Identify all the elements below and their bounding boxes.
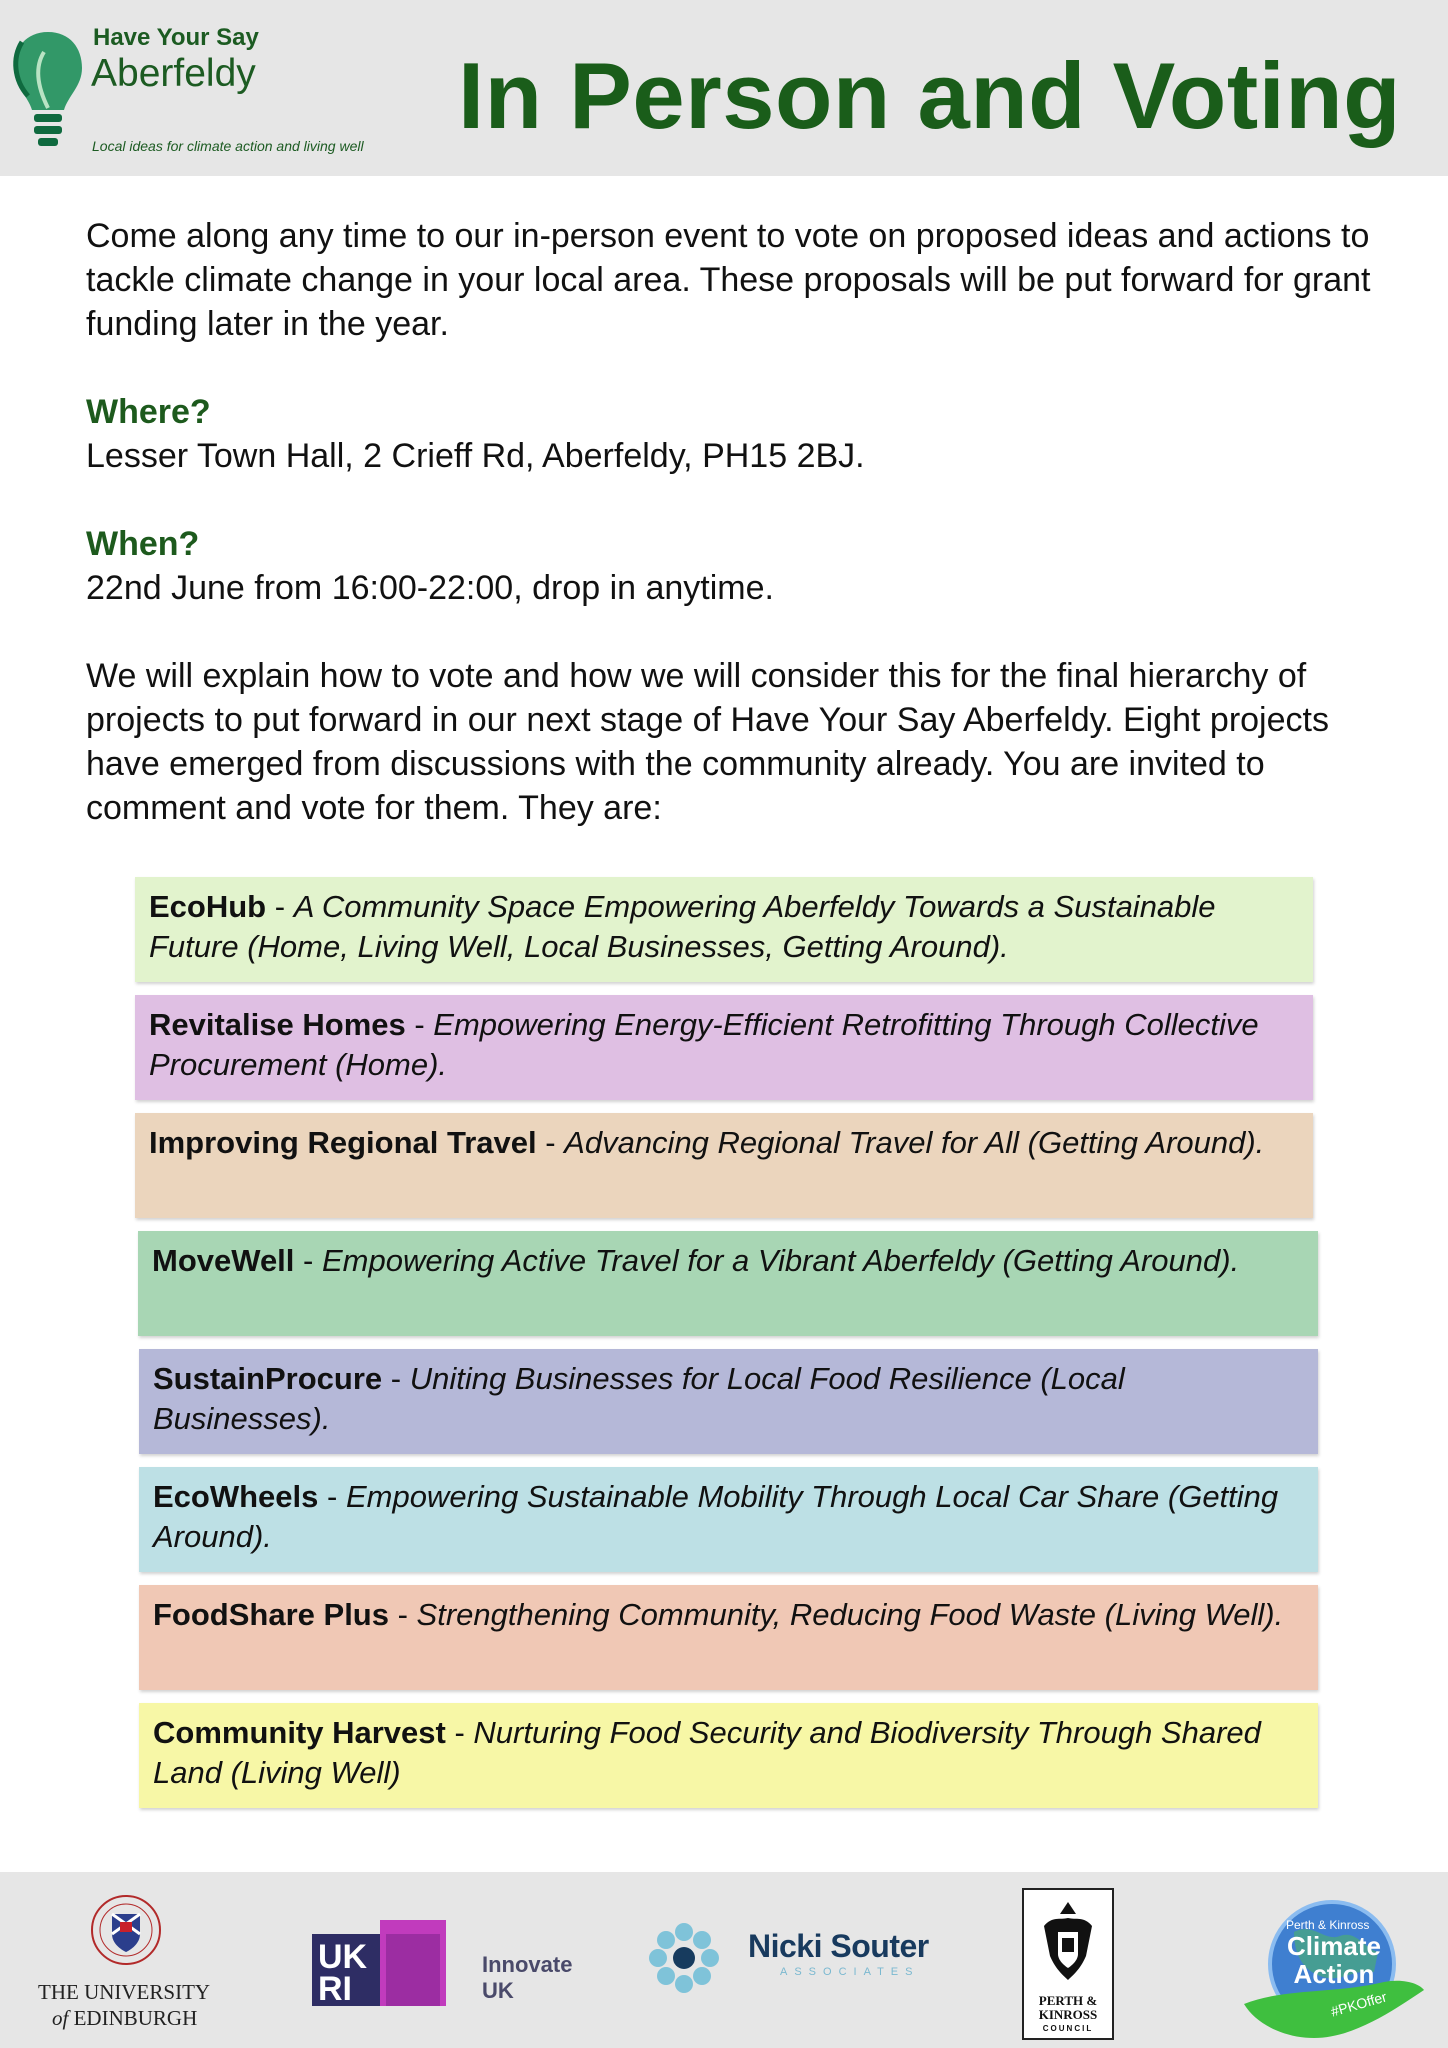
pk-name	[1024, 1994, 1112, 2022]
project-description: Empowering Sustainable Mobility Through Local Car Share (Getting Around).	[153, 1479, 1279, 1554]
header-banner	[0, 0, 1448, 176]
main-content	[86, 214, 1396, 830]
perth-kinross-crest-icon	[1032, 1896, 1104, 1992]
project-name: Improving Regional Travel	[149, 1125, 537, 1160]
project-name: EcoWheels	[153, 1479, 319, 1514]
project-card-movewell	[138, 1231, 1318, 1336]
climate-action-title: Climate Action	[1287, 1931, 1381, 1989]
project-name: MoveWell	[152, 1243, 295, 1278]
project-description: Uniting Businesses for Local Food Resilience (Local Businesses).	[153, 1361, 1125, 1436]
project-name: FoodShare Plus	[153, 1597, 389, 1632]
project-name: EcoHub	[149, 889, 267, 924]
pk-line-2: KINROSS	[1038, 2007, 1098, 2022]
nicki-souter-sub: ASSOCIATES	[780, 1966, 920, 1978]
project-separator: -	[294, 1243, 322, 1278]
project-description: Strengthening Community, Reducing Food Waste (Living Well).	[416, 1597, 1284, 1632]
project-name: Community Harvest	[153, 1715, 446, 1750]
project-separator: -	[266, 889, 294, 924]
project-separator: -	[388, 1597, 417, 1632]
project-card-ecowheels	[139, 1467, 1318, 1572]
project-name: Revitalise Homes	[149, 1007, 406, 1042]
innovate-line-1: Innovate	[482, 1952, 573, 1977]
project-card-foodshare-plus	[139, 1585, 1318, 1690]
project-description: Advancing Regional Travel for All (Getting Around).	[564, 1125, 1265, 1160]
brand-tagline: Local ideas for climate action and living well	[92, 138, 364, 154]
project-description: Empowering Active Travel for a Vibrant Aberfeldy (Getting Around).	[321, 1243, 1240, 1278]
project-separator: -	[445, 1715, 474, 1750]
where-text: Lesser Town Hall, 2 Crieff Rd, Aberfeldy, PH15 2BJ.	[86, 437, 865, 475]
ukri-logo-icon	[312, 1920, 474, 2006]
project-card-ecohub	[135, 877, 1313, 982]
nicki-souter-logo-icon	[642, 1916, 726, 2000]
svg-text:UK: UK	[318, 1938, 368, 1976]
project-separator: -	[536, 1125, 565, 1160]
project-description: A Community Space Empowering Aberfeldy Towards a Sustainable Future (Home, Living Well, Local Businesses, Getting Around).	[149, 889, 1216, 964]
uoe-edinburgh: EDINBURGH	[73, 2006, 198, 2030]
project-separator: -	[318, 1479, 346, 1514]
pk-line-3: COUNCIL	[1042, 2024, 1094, 2033]
project-card-improving-regional-travel	[135, 1113, 1313, 1218]
climate-action-hashtag: #PKOffer	[1328, 1988, 1389, 2020]
intro-paragraph: Come along any time to our in-person event to vote on proposed ideas and actions to tackle climate change in your local area. These proposals will be put forward for grant funding later in the year.	[86, 217, 1371, 343]
innovate-line-2: UK	[482, 1978, 514, 2003]
page-title: In Person and Voting	[458, 43, 1402, 148]
project-card-sustainprocure	[139, 1349, 1318, 1454]
project-name: SustainProcure	[153, 1361, 383, 1396]
project-separator: -	[405, 1007, 434, 1042]
explain-paragraph: We will explain how to vote and how we will consider this for the final hierarchy of projects to put forward in our next stage of Have Your Say Aberfeldy. Eight projects have emerged from discussions with the community already. You are invited to comment and vote for them. They are:	[86, 657, 1329, 827]
uoe-name-line-2	[52, 2006, 197, 2031]
nicki-souter-name: Nicki Souter	[748, 1928, 929, 1964]
svg-text:RI: RI	[318, 1970, 352, 2006]
uoe-of: of	[52, 2006, 69, 2030]
when-text: 22nd June from 16:00-22:00, drop in anytime.	[86, 569, 774, 607]
perth-kinross-council-logo	[1022, 1888, 1114, 2040]
innovate-uk-label	[482, 1952, 572, 2004]
project-description: Nurturing Food Security and Biodiversity Through Shared Land (Living Well)	[153, 1715, 1261, 1790]
footer-logos	[0, 1872, 1448, 2048]
when-heading: When?	[86, 525, 200, 563]
lightbulb-icon	[8, 18, 88, 158]
project-separator: -	[382, 1361, 410, 1396]
brand-line-1: Have Your Say	[93, 24, 259, 51]
university-of-edinburgh-crest-icon	[90, 1892, 162, 1974]
climate-action-region: Perth & Kinross	[1286, 1918, 1370, 1932]
uoe-name-line-1: THE UNIVERSITY	[38, 1980, 211, 2004]
project-card-revitalise-homes	[135, 995, 1313, 1100]
brand-line-2: Aberfeldy	[91, 52, 256, 95]
project-description: Empowering Energy-Efficient Retrofitting Through Collective Procurement (Home).	[149, 1007, 1259, 1082]
where-heading: Where?	[86, 393, 211, 431]
project-card-community-harvest	[139, 1703, 1318, 1808]
pk-line-1: PERTH &	[1038, 1993, 1098, 2008]
